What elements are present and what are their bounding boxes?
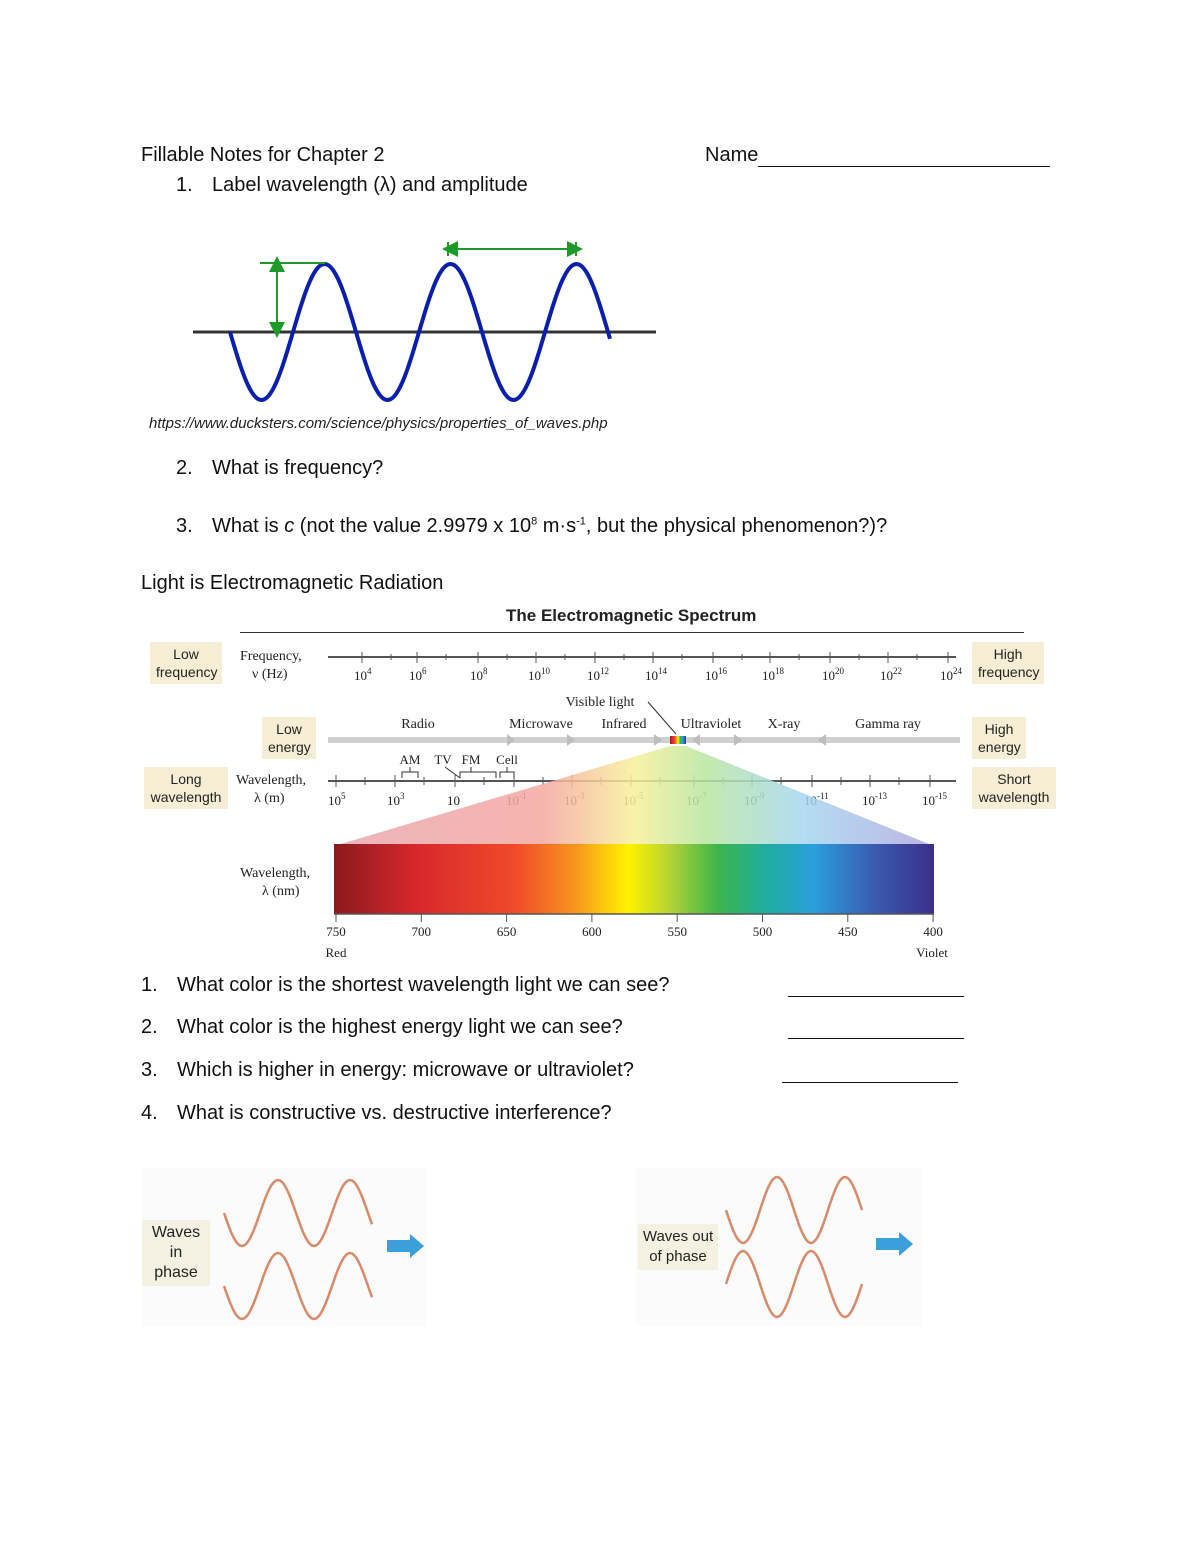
answer-blank-2[interactable] bbox=[788, 1018, 964, 1039]
red-label: Red bbox=[325, 945, 347, 960]
out-of-phase-label: Waves out of phase bbox=[638, 1224, 718, 1270]
visible-spectrum-bar bbox=[334, 844, 934, 914]
wavelength-tick-label: $10^3$ bbox=[387, 791, 405, 808]
band-cell: Cell bbox=[496, 752, 518, 767]
name-field[interactable] bbox=[705, 144, 1050, 167]
worksheet-title: Fillable Notes for Chapter 2 bbox=[141, 144, 385, 166]
region-boundary-arrow bbox=[567, 734, 575, 746]
in-phase-arrow-icon bbox=[387, 1234, 424, 1258]
in-phase-wave-bottom bbox=[224, 1253, 372, 1319]
low-energy-box: Low energy bbox=[262, 717, 316, 759]
region-ultraviolet: Ultraviolet bbox=[680, 717, 742, 732]
region-microwave: Microwave bbox=[509, 717, 573, 732]
region-boundary-arrow bbox=[692, 734, 700, 746]
source-url: https://www.ducksters.com/science/physics/properties_of_waves.php bbox=[149, 415, 608, 432]
frequency-axis-label: Frequency, ν (Hz) bbox=[240, 649, 302, 682]
short-wavelength-box: Short wavelength bbox=[972, 767, 1056, 809]
frequency-tick-label: $10^8$ bbox=[470, 666, 488, 683]
nm-ticks bbox=[326, 914, 943, 939]
band-fm: FM bbox=[461, 752, 481, 767]
nm-tick-label: 500 bbox=[752, 924, 773, 939]
question-2: 2. What is frequency? bbox=[176, 457, 384, 479]
spectrum-question-2: 2. What color is the highest energy light we can see? bbox=[141, 1016, 623, 1038]
spectrum-question-1: 1. What color is the shortest wavelength light we can see? bbox=[141, 974, 670, 996]
out-of-phase-wave-top bbox=[726, 1177, 862, 1243]
em-spectrum-figure bbox=[0, 600, 1200, 970]
answer-blank-1[interactable] bbox=[788, 976, 964, 997]
spectrum-question-4: 4. What is constructive vs. destructive interference? bbox=[141, 1102, 612, 1124]
spectrum-svg bbox=[0, 600, 1200, 970]
wavelength-tick-label: $10^{-15}$ bbox=[922, 791, 947, 808]
nm-axis-label: Wavelength, λ (nm) bbox=[240, 866, 311, 899]
low-frequency-box: Low frequency bbox=[150, 642, 222, 684]
wavelength-tick-label: $10^5$ bbox=[328, 791, 346, 808]
visible-fan bbox=[334, 746, 934, 846]
spectrum-question-3: 3. Which is higher in energy: microwave or ultraviolet? bbox=[141, 1059, 634, 1081]
name-label: Name bbox=[705, 144, 759, 166]
frequency-tick-label: $10^{20}$ bbox=[822, 666, 844, 683]
out-of-phase-arrow-icon bbox=[876, 1232, 913, 1256]
long-wavelength-box: Long wavelength bbox=[144, 767, 228, 809]
frequency-tick-label: $10^6$ bbox=[409, 666, 427, 683]
region-gamma-ray: Gamma ray bbox=[855, 717, 921, 732]
wavelength-tick-label: $10^{-13}$ bbox=[862, 791, 887, 808]
name-blank[interactable] bbox=[758, 146, 1050, 167]
frequency-tick-label: $10^{22}$ bbox=[880, 666, 902, 683]
frequency-tick-label: $10^{18}$ bbox=[762, 666, 784, 683]
out-of-phase-figure bbox=[636, 1168, 921, 1326]
band-am: AM bbox=[399, 752, 421, 767]
wavelength-tick-label: 10 bbox=[447, 793, 460, 808]
spectrum-title: The Electromagnetic Spectrum bbox=[506, 606, 757, 625]
frequency-tick-label: $10^{10}$ bbox=[528, 666, 550, 683]
band-tv: TV bbox=[434, 752, 452, 767]
region-boundary-arrow bbox=[507, 734, 515, 746]
wave-diagram bbox=[180, 230, 680, 420]
high-frequency-box: High frequency bbox=[972, 642, 1044, 684]
region-xray: X-ray bbox=[767, 717, 801, 732]
high-energy-box: High energy bbox=[972, 717, 1026, 759]
nm-tick-label: 650 bbox=[496, 924, 517, 939]
nm-tick-label: 700 bbox=[411, 924, 432, 939]
in-phase-figure bbox=[142, 1168, 427, 1326]
visible-light-mini-band bbox=[670, 736, 686, 744]
region-boundary-arrow bbox=[818, 734, 826, 746]
nm-tick-label: 400 bbox=[923, 924, 943, 939]
frequency-tick-label: $10^{24}$ bbox=[940, 666, 962, 683]
in-phase-wave-top bbox=[224, 1180, 372, 1246]
region-boundary-arrow bbox=[654, 734, 662, 746]
nm-tick-label: 600 bbox=[582, 924, 602, 939]
region-boundary-arrow bbox=[734, 734, 742, 746]
in-phase-label: Waves in phase bbox=[142, 1220, 210, 1286]
visible-light-label: Visible light bbox=[565, 695, 635, 710]
nm-tick-label: 450 bbox=[838, 924, 858, 939]
frequency-tick-label: $10^{12}$ bbox=[587, 666, 609, 683]
frequency-tick-label: $10^{14}$ bbox=[645, 666, 667, 683]
frequency-tick-label: $10^4$ bbox=[354, 666, 372, 683]
question-1: 1. Label wavelength (λ) and amplitude bbox=[176, 174, 528, 196]
region-infrared: Infrared bbox=[601, 717, 647, 732]
region-radio: Radio bbox=[401, 717, 435, 732]
wavelength-axis-label: Wavelength, λ (m) bbox=[236, 773, 307, 806]
frequency-tick-label: $10^{16}$ bbox=[705, 666, 727, 683]
wavelength-tick-label: -11 bbox=[817, 791, 829, 801]
out-of-phase-wave-bottom bbox=[726, 1251, 862, 1317]
nm-tick-label: 750 bbox=[326, 924, 346, 939]
question-3: 3. What is c (not the value 2.9979 x $10^8$ $m\cdot s^{-1}$, but the physical phenomenon?)? bbox=[176, 515, 888, 537]
section-title: Light is Electromagnetic Radiation bbox=[141, 572, 444, 594]
answer-blank-3[interactable] bbox=[782, 1062, 958, 1083]
violet-label: Violet bbox=[916, 945, 948, 960]
nm-tick-label: 550 bbox=[667, 924, 687, 939]
